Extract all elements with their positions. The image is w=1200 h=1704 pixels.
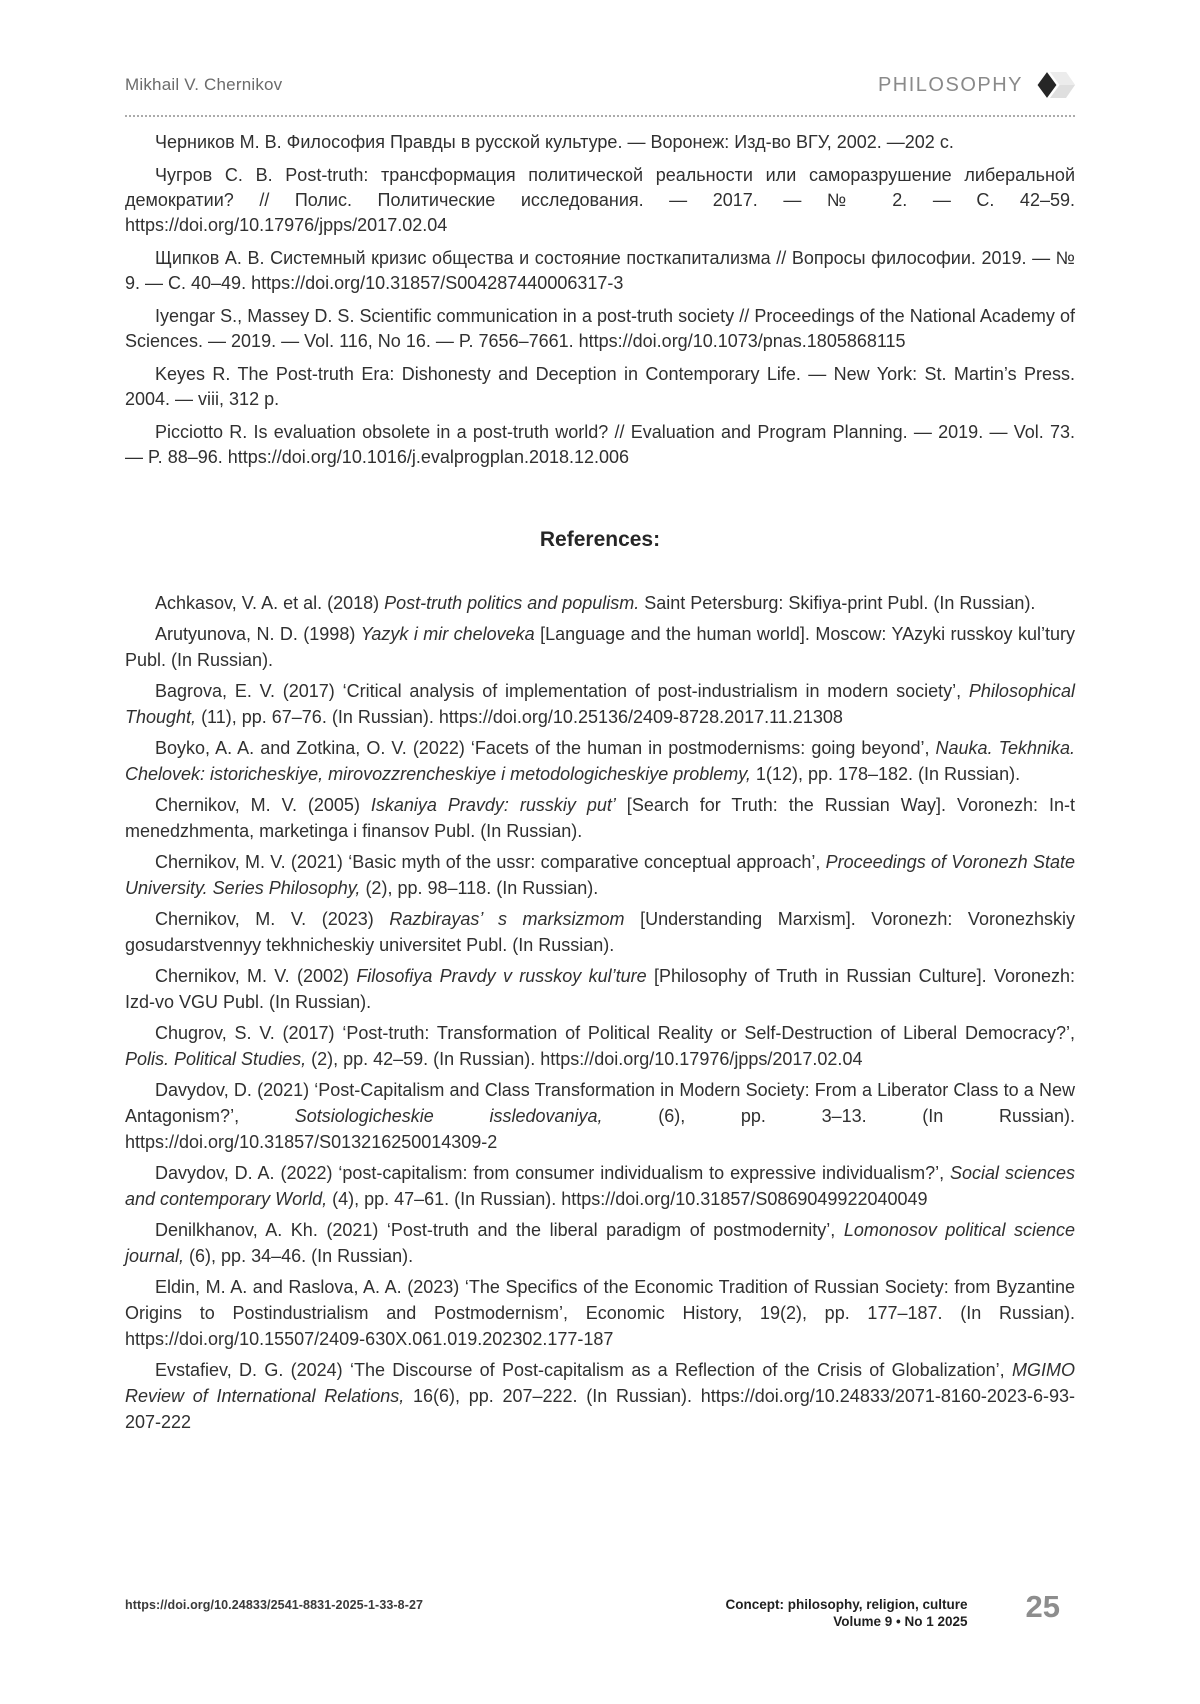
reference-item: Chernikov, M. V. (2005) Iskaniya Pravdy: russkiy put’ [Search for Truth: the Russian Way]. Voronezh: In-t menedzhmenta, marketinga i finansov Publ. (In Russian). xyxy=(125,795,1075,841)
diamond-cube-icon xyxy=(1033,66,1075,104)
page-number: 25 xyxy=(1025,1589,1060,1624)
references-heading: References: xyxy=(539,528,661,551)
reference-item: Keyes R. The Post-truth Era: Dishonesty and Deception in Contemporary Life. — New York: St. Martin’s Press. 2004. — viii, 312 p. xyxy=(125,364,1075,409)
russian-references-section xyxy=(125,130,1075,470)
reference-item: Chernikov, M. V. (2002) Filosofiya Pravdy v russkoy kul’ture [Philosophy of Truth in Russian Culture]. Voronezh: Izd-vo VGU Publ. (In Russian). xyxy=(125,966,1076,1012)
section-banner xyxy=(878,66,1075,104)
footer-publication-info xyxy=(726,1596,968,1630)
reference-item: Chernikov, M. V. (2023) Razbirayas’ s marksizmom [Understanding Marxism]. Voronezh: Voronezhskiy gosudarstvennyy tekhnicheskiy universitet Publ. (In Russian). xyxy=(125,909,1075,955)
page-header xyxy=(125,0,1075,104)
header-divider xyxy=(125,115,1075,117)
reference-item: Чугров С. В. Post-truth: трансформация политической реальности или саморазрушение либеральной демократии? // Полис. Политические исследования. — 2017. — № 2. — С. 42–59. https://doi.org/10.17976/jpps/2017.02.04 xyxy=(125,165,1075,235)
reference-item: Denilkhanov, A. Kh. (2021) ‘Post-truth and the liberal paradigm of postmodernity’, Lomonosov political science journal, (6), pp. 34–46. (In Russian). xyxy=(125,1220,1076,1266)
footer-doi: https://doi.org/10.24833/2541-8831-2025-1-33-8-27 xyxy=(125,1598,424,1612)
reference-item: Achkasov, V. A. et al. (2018) Post-truth politics and populism. Saint Petersburg: Skifiya-print Publ. (In Russian). xyxy=(155,593,1036,613)
reference-item: Eldin, M. A. and Raslova, A. A. (2023) ‘The Specifics of the Economic Tradition of Russian Society: from Byzantine Origins to Postindustrialism and Postmodernism’, Economic History, 19(2), pp. 177–187. (In Russian). https://doi.org/10.15507/2409-630X.061.019.202302.177-187 xyxy=(125,1277,1075,1349)
reference-item: Chugrov, S. V. (2017) ‘Post-truth: Transformation of Political Reality or Self-Destruction of Liberal Democracy?’, Polis. Political Studies, (2), pp. 42–59. (In Russian). https://doi.org/10.17976/jpps/2017.02.04 xyxy=(125,1023,1075,1069)
reference-item: Черников М. В. Философия Правды в русской культуре. — Воронеж: Изд-во ВГУ, 2002. —202 с. xyxy=(155,132,954,152)
reference-item: Chernikov, M. V. (2021) ‘Basic myth of the ussr: comparative conceptual approach’, Proceedings of Voronezh State University. Series Philosophy, (2), pp. 98–118. (In Russian). xyxy=(125,852,1075,898)
reference-item: Iyengar S., Massey D. S. Scientific communication in a post-truth society // Proceedings of the National Academy of Sciences. — 2019. — Vol. 116, No 16. — P. 7656–7661. https://doi.org/10.1073/pnas.1805868115 xyxy=(125,306,1075,351)
reference-item: Boyko, A. A. and Zotkina, O. V. (2022) ‘Facets of the human in postmodernisms: going beyond’, Nauka. Tekhnika. Chelovek: istoricheskiye, mirovozzrencheskiye i metodologicheskiye problemy, 1(12), pp. 178–182. (In Russian). xyxy=(125,738,1075,784)
page-footer xyxy=(125,1589,1060,1630)
author-name: Mikhail V. Chernikov xyxy=(125,75,283,94)
english-references-section xyxy=(125,590,1075,1435)
reference-item: Arutyunova, N. D. (1998) Yazyk i mir cheloveka [Language and the human world]. Moscow: YAzyki russkoy kul’tury Publ. (In Russian). xyxy=(125,624,1075,670)
footer-journal-title: Concept: philosophy, religion, culture xyxy=(725,1597,968,1612)
reference-item: Davydov, D. A. (2022) ‘post-capitalism: from consumer individualism to expressive individualism?’, Social sciences and contemporary World, (4), pp. 47–61. (In Russian). https://doi.org/10.31857/S0869049922040049 xyxy=(125,1163,1076,1209)
reference-item: Evstafiev, D. G. (2024) ‘The Discourse of Post-capitalism as a Reflection of the Crisis of Globalization’, MGIMO Review of International Relations, 16(6), pp. 207–222. (In Russian). https://doi.org/10.24833/2071-8160-2023-6-93-207-222 xyxy=(125,1360,1075,1432)
footer-volume-line: Volume 9 • No 1 2025 xyxy=(833,1614,968,1629)
reference-item: Щипков А. В. Системный кризис общества и состояние посткапитализма // Вопросы философии. 2019. — № 9. — С. 40–49. https://doi.org/10.31857/S004287440006317-3 xyxy=(125,248,1075,293)
section-label: PHILOSOPHY xyxy=(877,73,1023,96)
reference-item: Davydov, D. (2021) ‘Post-Capitalism and Class Transformation in Modern Society: From a Liberator Class to a New Antagonism?’, Sotsiologicheskie issledovaniya, (6), pp. 3–13. (In Russian). https://doi.org/10.31857/S013216250014309-2 xyxy=(125,1080,1075,1152)
reference-item: Picciotto R. Is evaluation obsolete in a post-truth world? // Evaluation and Program Planning. — 2019. — Vol. 73. — P. 88–96. https://doi.org/10.1016/j.evalprogplan.2018.12.006 xyxy=(125,422,1075,467)
reference-item: Bagrova, E. V. (2017) ‘Critical analysis of implementation of post-industrialism in modern society’, Philosophical Thought, (11), pp. 67–76. (In Russian). https://doi.org/10.25136/2409-8728.2017.11.21308 xyxy=(125,681,1075,727)
